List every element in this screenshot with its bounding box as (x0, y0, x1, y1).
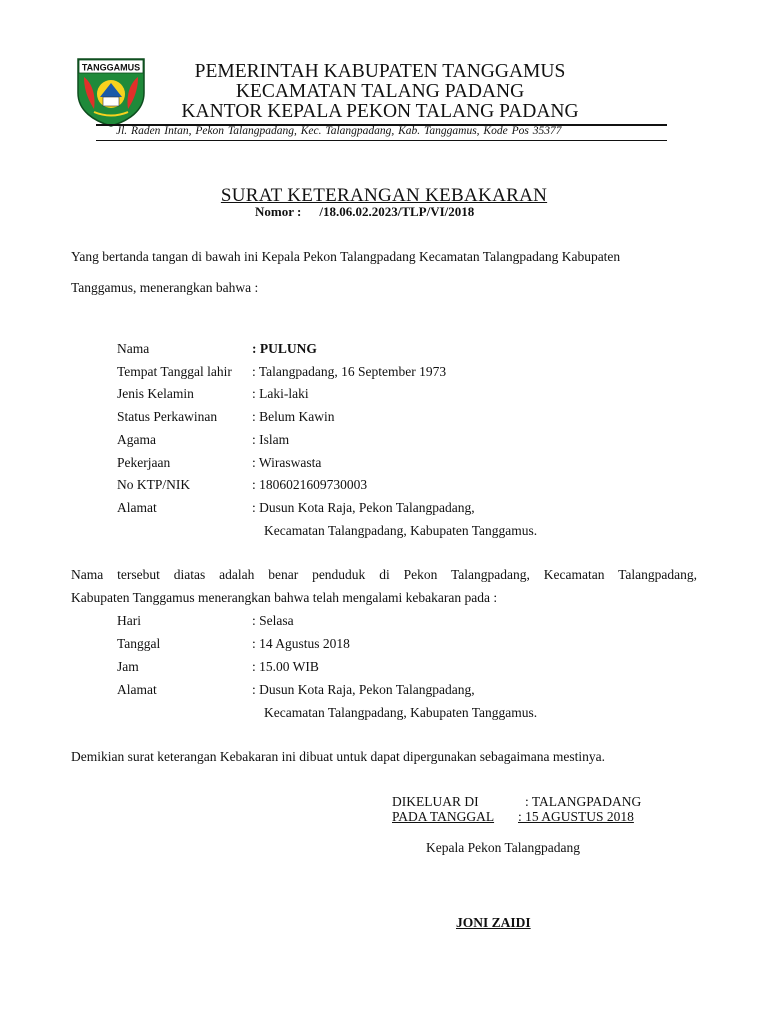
fire-label-alamat: Alamat (117, 682, 157, 697)
document-title: SURAT KETERANGAN KEBAKARAN (220, 185, 548, 206)
field-label-jenis-kelamin: Jenis Kelamin (117, 386, 194, 401)
fire-label-tanggal: Tanggal (117, 636, 161, 651)
field-label-pekerjaan: Pekerjaan (117, 455, 171, 470)
fire-value-tanggal: : 14 Agustus 2018 (252, 636, 350, 651)
number-value: /18.06.02.2023/TLP/VI/2018 (319, 204, 475, 219)
issued-date-value: : 15 AGUSTUS 2018 (518, 809, 634, 824)
field-label-ttl: Tempat Tanggal lahir (117, 364, 232, 379)
issued-place-value: : TALANGPADANG (525, 794, 642, 809)
field-value-nik: : 1806021609730003 (252, 477, 368, 492)
document-number (255, 204, 474, 220)
field-label-status: Status Perkawinan (117, 409, 218, 424)
intro-line-2: Tanggamus, menerangkan bahwa : (71, 280, 259, 295)
field-value-nama: : PULUNG (252, 341, 317, 356)
header-address: Jl. Raden Intan, Pekon Talangpadang, Kec. Talangpadang, Kab. Tanggamus, Kode Pos 35377 (116, 125, 562, 137)
field-value-ttl: : Talangpadang, 16 September 1973 (252, 364, 447, 379)
fire-value-alamat: : Dusun Kota Raja, Pekon Talangpadang, (252, 682, 475, 697)
field-value-agama: : Islam (252, 432, 290, 447)
issued-date-label: PADA TANGGAL (392, 809, 495, 824)
closing-statement: Demikian surat keterangan Kebakaran ini dibuat untuk dapat dipergunakan sebagaimana mestinya. (71, 749, 605, 764)
field-label-nik: No KTP/NIK (117, 477, 191, 492)
field-value-pekerjaan: : Wiraswasta (252, 455, 322, 470)
fire-value-jam: : 15.00 WIB (252, 659, 319, 674)
header-line-government: PEMERINTAH KABUPATEN TANGGAMUS (194, 61, 566, 82)
intro-line-1: Yang bertanda tangan di bawah ini Kepala Pekon Talangpadang Kecamatan Talangpadang Kabupaten (71, 249, 621, 264)
logo-text: TANGGAMUS (81, 62, 141, 73)
tanggamus-logo (74, 57, 148, 127)
field-value-alamat: : Dusun Kota Raja, Pekon Talangpadang, (252, 500, 475, 515)
fire-label-hari: Hari (117, 613, 141, 628)
field-label-alamat: Alamat (117, 500, 157, 515)
signatory-position: Kepala Pekon Talangpadang (426, 840, 581, 855)
signatory-name: JONI ZAIDI (456, 915, 531, 930)
statement-line-1: Nama tersebut diatas adalah benar penduduk di Pekon Talangpadang, Kecamatan Talangpadang, (71, 567, 697, 582)
field-label-agama: Agama (117, 432, 156, 447)
fire-value-hari: : Selasa (252, 613, 294, 628)
header-line-district: KECAMATAN TALANG PADANG (235, 81, 525, 102)
field-value-alamat-cont: Kecamatan Talangpadang, Kabupaten Tanggamus. (264, 523, 538, 538)
fire-value-alamat-cont: Kecamatan Talangpadang, Kabupaten Tanggamus. (264, 705, 538, 720)
header-divider-bottom (96, 140, 667, 141)
number-label: Nomor : (255, 204, 302, 219)
field-value-jenis-kelamin: : Laki-laki (252, 386, 309, 401)
statement-line-2: Kabupaten Tanggamus menerangkan bahwa telah mengalami kebakaran pada : (71, 590, 498, 605)
header-line-office: KANTOR KEPALA PEKON TALANG PADANG (181, 101, 579, 122)
field-value-status: : Belum Kawin (252, 409, 335, 424)
field-label-nama: Nama (117, 341, 150, 356)
tanggamus-crest-icon (74, 57, 148, 127)
issued-place-label: DIKELUAR DI (392, 794, 479, 809)
fire-label-jam: Jam (117, 659, 139, 674)
